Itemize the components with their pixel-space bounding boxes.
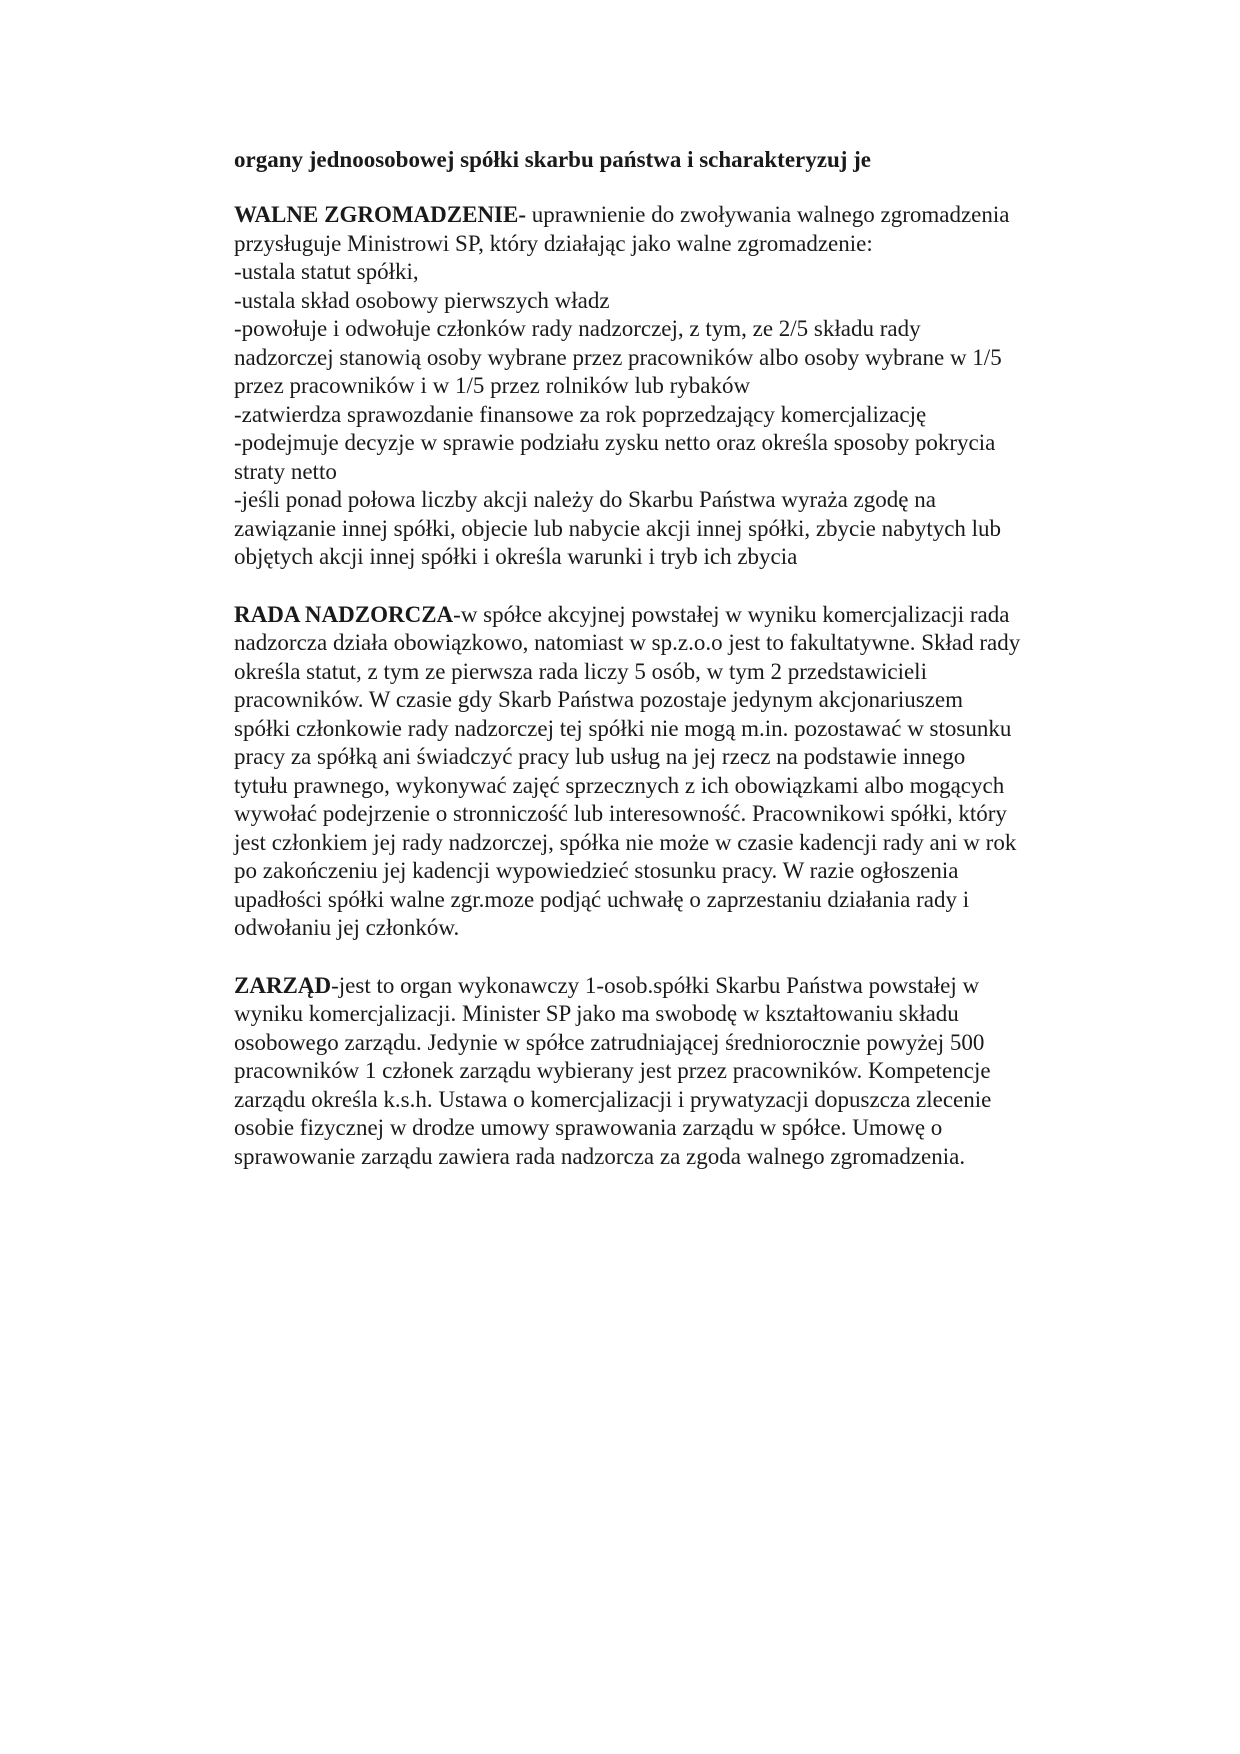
zarzad-paragraph bbox=[234, 972, 1024, 1172]
rada-paragraph bbox=[234, 601, 1024, 943]
walne-item: -ustala skład osobowy pierwszych władz bbox=[234, 287, 610, 313]
section-spacer bbox=[234, 943, 1024, 972]
walne-item: -ustala statut spółki, bbox=[234, 259, 419, 284]
walne-item: -powołuje i odwołuje członków rady nadzorczej, z tym, ze 2/5 składu rady nadzorczej stanowią osoby wybrane przez pracowników albo osoby wybrane w 1/5 przez pracowników i w 1/5 przez rolników lub rybaków bbox=[234, 316, 1002, 398]
zarzad-heading: ZARZĄD bbox=[234, 972, 332, 998]
section-walne-zgromadzenie bbox=[234, 201, 1024, 572]
walne-item: -podejmuje decyzje w sprawie podziału zysku netto oraz określa sposoby pokrycia straty netto bbox=[234, 430, 996, 484]
zarzad-text: -jest to organ wykonawczy 1-osob.spółki Skarbu Państwa powstałej w wyniku komercjalizacji. Minister SP jako ma swobodę w kształtowaniu składu osobowego zarządu. Jedynie w spółce zatrudniającej średniorocznie powyżej 500 pracowników 1 członek zarządu wybierany jest przez pracowników. Kompetencje zarządu określa k.s.h. Ustawa o komercjalizacji i prywatyzacji dopuszcza zlecenie osobie fizycznej w drodze umowy sprawowania zarządu w spółce. Umowę o sprawowanie zarządu zawiera rada nadzorcza za zgoda walnego zgromadzenia. bbox=[234, 972, 992, 1169]
walne-heading: WALNE ZGROMADZENIE- bbox=[234, 202, 527, 227]
walne-item: -zatwierdza sprawozdanie finansowe za rok poprzedzający komercjalizację bbox=[234, 401, 927, 427]
walne-intro-paragraph bbox=[234, 201, 1024, 258]
rada-heading: RADA NADZORCZA bbox=[234, 601, 454, 627]
section-spacer bbox=[234, 572, 1024, 601]
walne-intro-text: uprawnienie do zwoływania walnego zgromadzenia przysługuje Ministrowi SP, który działając jako walne zgromadzenie: bbox=[234, 202, 1010, 256]
document-content bbox=[234, 146, 1024, 1171]
walne-item: -jeśli ponad połowa liczby akcji należy do Skarbu Państwa wyraża zgodę na zawiązanie innej spółki, objecie lub nabycie akcji innej spółki, zbycie nabytych lub objętych akcji innej spółki i określa warunki i tryb ich zbycia bbox=[234, 487, 1002, 569]
section-rada-nadzorcza bbox=[234, 601, 1024, 943]
document-title: organy jednoosobowej spółki skarbu państwa i scharakteryzuj je bbox=[234, 147, 872, 172]
section-zarzad bbox=[234, 972, 1024, 1172]
rada-text: -w spółce akcyjnej powstałej w wyniku komercjalizacji rada nadzorcza działa obowiązkowo, natomiast w sp.z.o.o jest to fakultatywne. Skład rady określa statut, z tym ze pierwsza rada liczy 5 osób, w tym 2 przedstawicieli pracowników. W czasie gdy Skarb Państwa pozostaje jedynym akcjonariuszem spółki członkowie rady nadzorczej tej spółki nie mogą m.in. pozostawać w stosunku pracy za spółką ani świadczyć pracy lub usług na jej rzecz na podstawie innego tytułu prawnego, wykonywać zajęć sprzecznych z ich obowiązkami albo mogących wywołać podejrzenie o stronniczość lub interesowność. Pracownikowi spółki, który jest członkiem jej rady nadzorczej, spółka nie może w czasie kadencji rady ani w rok po zakończeniu jej kadencji wypowiedzieć stosunku pracy. W razie ogłoszenia upadłości spółki walne zgr.moze podjąć uchwałę o zaprzestaniu działania rady i odwołaniu jej członków. bbox=[234, 601, 1021, 940]
